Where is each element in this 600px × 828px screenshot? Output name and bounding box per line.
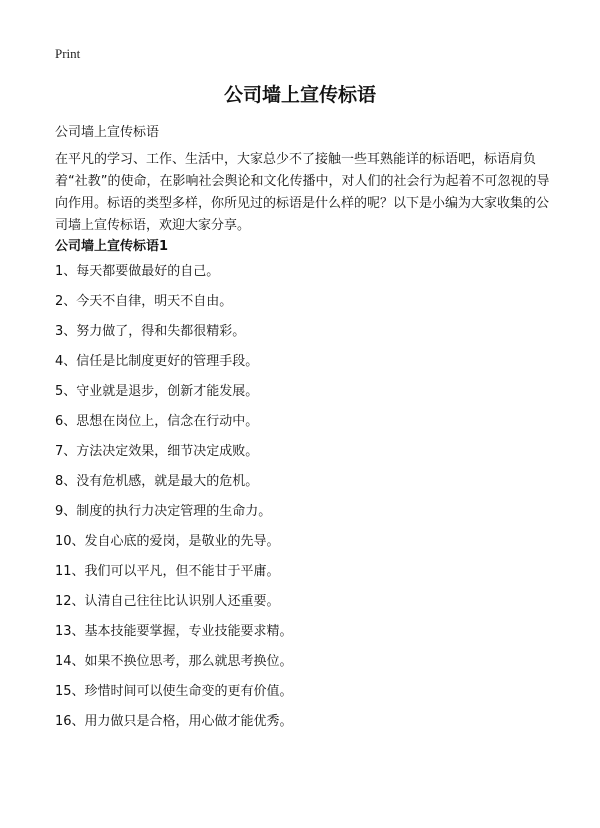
print-link[interactable]: Print — [55, 46, 81, 61]
article-subtitle: 公司墙上宣传标语 — [55, 125, 160, 140]
slogan-item: 14、如果不换位思考，那么就思考换位。 — [55, 654, 293, 669]
slogan-item: 3、努力做了，得和失都很精彩。 — [55, 324, 246, 339]
slogan-item: 9、制度的执行力决定管理的生命力。 — [55, 504, 272, 519]
slogan-item: 13、基本技能要掌握，专业技能要求精。 — [55, 624, 293, 639]
slogan-item: 11、我们可以平凡，但不能甘于平庸。 — [55, 564, 280, 579]
slogan-item: 5、守业就是退步，创新才能发展。 — [55, 384, 259, 399]
slogan-item: 6、思想在岗位上，信念在行动中。 — [55, 414, 259, 429]
slogan-item: 2、今天不自律，明天不自由。 — [55, 294, 233, 309]
slogan-item: 15、珍惜时间可以使生命变的更有价值。 — [55, 684, 293, 699]
section-heading: 公司墙上宣传标语1 — [55, 239, 169, 254]
slogan-item: 4、信任是比制度更好的管理手段。 — [55, 354, 259, 369]
slogan-item: 16、用力做只是合格，用心做才能优秀。 — [55, 714, 293, 729]
intro-paragraph: 在平凡的学习、工作、生活中，大家总少不了接触一些耳熟能详的标语吧，标语肩负着“社教”的使命，在影响社会舆论和文化传播中，对人们的社会行为起着不可忽视的导向作用。标语的类型多样，你所见过的标语是什么样的呢？以下是小编为大家收集的公司墙上宣传标语，欢迎大家分享。 — [55, 152, 550, 233]
slogan-item: 10、发自心底的爱岗，是敬业的先导。 — [55, 534, 280, 549]
page-title: 公司墙上宣传标语 — [223, 84, 376, 106]
slogan-list — [55, 262, 293, 742]
slogan-item: 1、每天都要做最好的自己。 — [55, 264, 220, 279]
slogan-item: 7、方法决定效果，细节决定成败。 — [55, 444, 259, 459]
slogan-item: 8、没有危机感，就是最大的危机。 — [55, 474, 259, 489]
slogan-item: 12、认清自己往往比认识别人还重要。 — [55, 594, 280, 609]
